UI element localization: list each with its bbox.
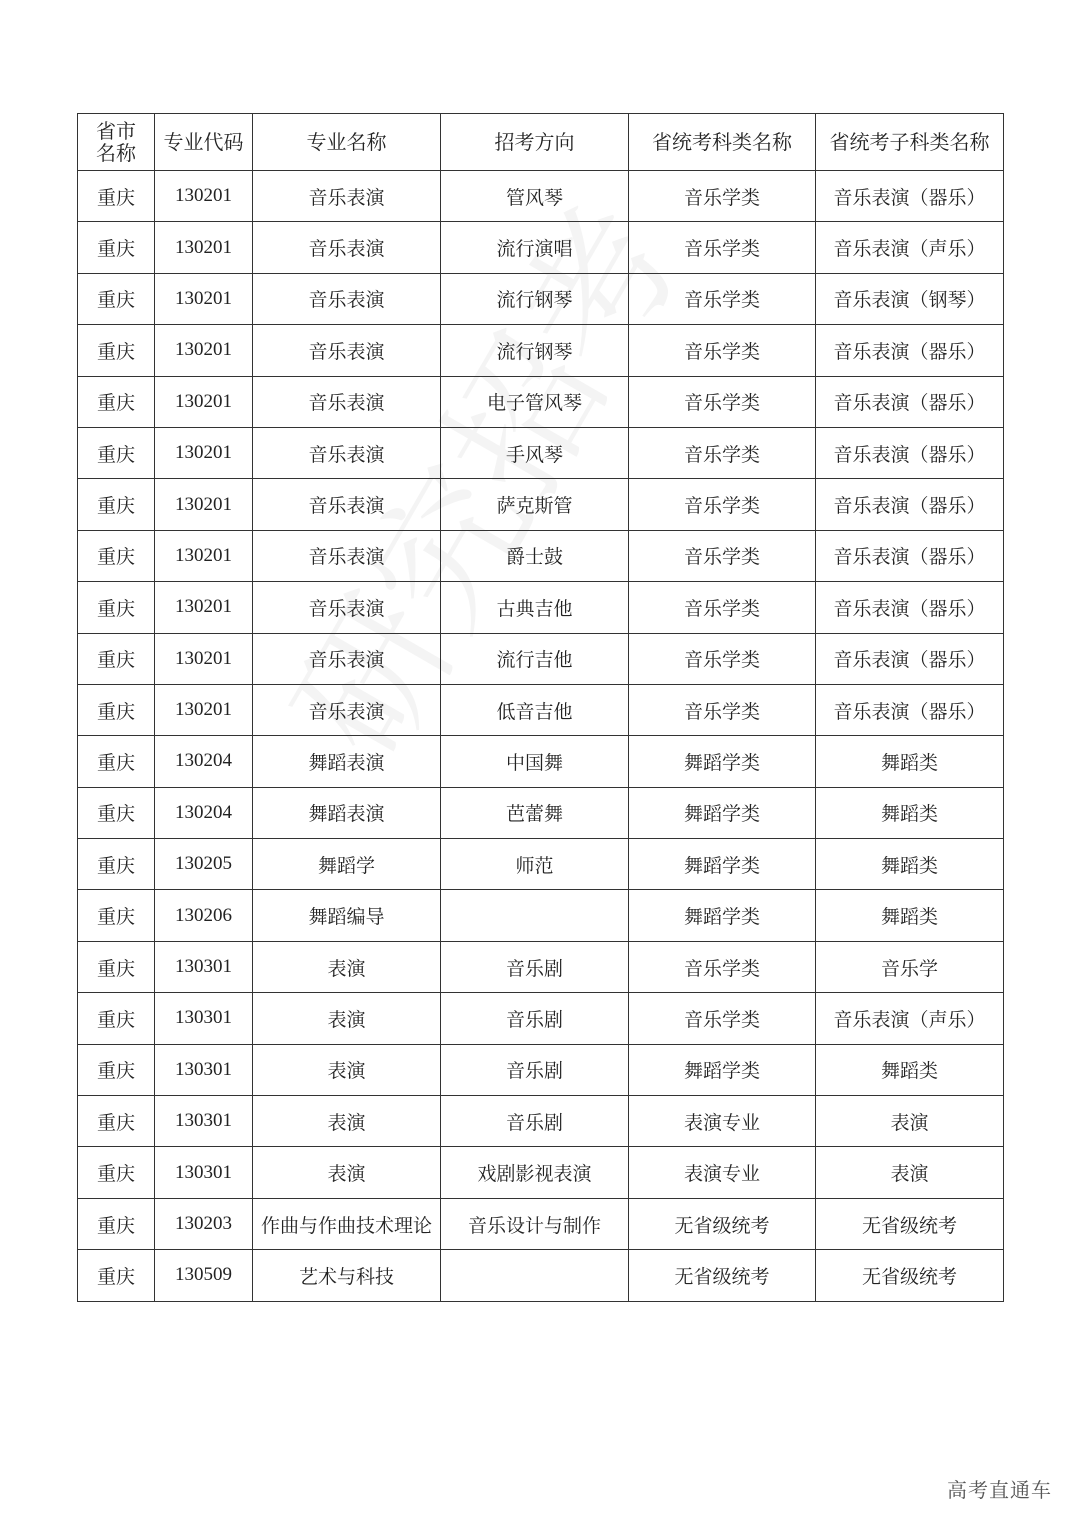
cell-code: 130205 [155,839,253,890]
cell-exam-category: 舞蹈学类 [629,1044,816,1095]
cell-exam-subcategory: 音乐表演（器乐） [816,325,1004,376]
table-row [78,427,1004,478]
cell-major: 音乐表演 [253,222,441,273]
cell-exam-category: 音乐学类 [629,222,816,273]
cell-code: 130509 [155,1250,253,1301]
cell-major: 表演 [253,1096,441,1147]
cell-province: 重庆 [78,582,155,633]
cell-exam-category: 音乐学类 [629,530,816,581]
cell-exam-category: 音乐学类 [629,633,816,684]
cell-exam-category: 音乐学类 [629,993,816,1044]
cell-exam-category: 舞蹈学类 [629,839,816,890]
header-major: 专业名称 [253,114,441,171]
cell-code: 130206 [155,890,253,941]
cell-direction [441,890,629,941]
table-header [78,114,1004,171]
cell-province: 重庆 [78,376,155,427]
cell-major: 音乐表演 [253,530,441,581]
cell-direction: 音乐剧 [441,1044,629,1095]
cell-exam-subcategory: 音乐表演（声乐） [816,993,1004,1044]
cell-exam-subcategory: 音乐表演（器乐） [816,582,1004,633]
cell-direction: 管风琴 [441,171,629,222]
cell-province: 重庆 [78,325,155,376]
cell-province: 重庆 [78,1198,155,1249]
cell-code: 130201 [155,325,253,376]
cell-code: 130201 [155,376,253,427]
cell-exam-category: 音乐学类 [629,427,816,478]
cell-exam-category: 舞蹈学类 [629,890,816,941]
header-exam-category: 省统考科类名称 [629,114,816,171]
cell-code: 130201 [155,171,253,222]
cell-exam-category: 舞蹈学类 [629,787,816,838]
table-row [78,273,1004,324]
cell-direction: 古典吉他 [441,582,629,633]
cell-exam-subcategory: 无省级统考 [816,1198,1004,1249]
cell-province: 重庆 [78,479,155,530]
cell-province: 重庆 [78,684,155,735]
table-row [78,582,1004,633]
cell-code: 130204 [155,736,253,787]
cell-province: 重庆 [78,890,155,941]
cell-province: 重庆 [78,222,155,273]
table-row [78,1096,1004,1147]
cell-exam-subcategory: 音乐学 [816,941,1004,992]
cell-direction: 戏剧影视表演 [441,1147,629,1198]
cell-province: 重庆 [78,1147,155,1198]
admission-table [77,113,1004,1302]
table-row [78,993,1004,1044]
cell-major: 音乐表演 [253,479,441,530]
cell-province: 重庆 [78,839,155,890]
table-row [78,684,1004,735]
cell-direction: 音乐剧 [441,993,629,1044]
cell-exam-category: 音乐学类 [629,941,816,992]
cell-exam-subcategory: 音乐表演（器乐） [816,479,1004,530]
table-row [78,633,1004,684]
table-row [78,787,1004,838]
cell-code: 130201 [155,479,253,530]
cell-direction: 低音吉他 [441,684,629,735]
cell-direction: 流行演唱 [441,222,629,273]
cell-code: 130301 [155,1096,253,1147]
table-row [78,530,1004,581]
cell-direction: 流行钢琴 [441,325,629,376]
cell-major: 舞蹈编导 [253,890,441,941]
cell-direction: 音乐设计与制作 [441,1198,629,1249]
cell-exam-category: 音乐学类 [629,479,816,530]
cell-code: 130201 [155,273,253,324]
cell-exam-category: 舞蹈学类 [629,736,816,787]
cell-province: 重庆 [78,993,155,1044]
cell-major: 音乐表演 [253,273,441,324]
cell-exam-subcategory: 表演 [816,1147,1004,1198]
cell-province: 重庆 [78,941,155,992]
header-exam-subcategory: 省统考子科类名称 [816,114,1004,171]
cell-major: 表演 [253,1044,441,1095]
table-row [78,1147,1004,1198]
cell-code: 130301 [155,1044,253,1095]
table-row [78,1250,1004,1301]
table-row [78,890,1004,941]
cell-direction [441,1250,629,1301]
cell-province: 重庆 [78,736,155,787]
cell-exam-subcategory: 音乐表演（器乐） [816,530,1004,581]
cell-code: 130203 [155,1198,253,1249]
cell-exam-category: 音乐学类 [629,684,816,735]
cell-major: 舞蹈表演 [253,736,441,787]
cell-major: 音乐表演 [253,427,441,478]
cell-major: 舞蹈学 [253,839,441,890]
cell-exam-category: 音乐学类 [629,325,816,376]
table-row [78,941,1004,992]
cell-exam-subcategory: 舞蹈类 [816,787,1004,838]
table-row [78,171,1004,222]
cell-exam-subcategory: 音乐表演（钢琴） [816,273,1004,324]
cell-province: 重庆 [78,427,155,478]
header-row [78,114,1004,171]
cell-exam-subcategory: 音乐表演（器乐） [816,684,1004,735]
cell-exam-subcategory: 舞蹈类 [816,890,1004,941]
header-code: 专业代码 [155,114,253,171]
cell-major: 艺术与科技 [253,1250,441,1301]
cell-direction: 爵士鼓 [441,530,629,581]
cell-exam-category: 音乐学类 [629,171,816,222]
table-body [78,171,1004,1302]
cell-major: 音乐表演 [253,376,441,427]
cell-major: 音乐表演 [253,633,441,684]
cell-exam-subcategory: 无省级统考 [816,1250,1004,1301]
cell-major: 音乐表演 [253,684,441,735]
table-row [78,376,1004,427]
cell-exam-category: 表演专业 [629,1096,816,1147]
cell-code: 130204 [155,787,253,838]
cell-code: 130301 [155,941,253,992]
cell-code: 130301 [155,993,253,1044]
cell-province: 重庆 [78,171,155,222]
cell-exam-category: 音乐学类 [629,582,816,633]
cell-province: 重庆 [78,530,155,581]
cell-direction: 音乐剧 [441,1096,629,1147]
cell-exam-subcategory: 舞蹈类 [816,736,1004,787]
header-direction: 招考方向 [441,114,629,171]
cell-exam-subcategory: 舞蹈类 [816,839,1004,890]
cell-exam-subcategory: 舞蹈类 [816,1044,1004,1095]
cell-exam-subcategory: 音乐表演（器乐） [816,427,1004,478]
cell-direction: 流行钢琴 [441,273,629,324]
cell-code: 130201 [155,684,253,735]
cell-code: 130201 [155,582,253,633]
cell-major: 表演 [253,1147,441,1198]
cell-major: 舞蹈表演 [253,787,441,838]
cell-exam-subcategory: 音乐表演（声乐） [816,222,1004,273]
cell-exam-category: 无省级统考 [629,1198,816,1249]
cell-direction: 流行吉他 [441,633,629,684]
cell-direction: 手风琴 [441,427,629,478]
table-row [78,736,1004,787]
cell-exam-category: 表演专业 [629,1147,816,1198]
cell-major: 音乐表演 [253,325,441,376]
cell-exam-category: 音乐学类 [629,273,816,324]
table-row [78,222,1004,273]
cell-province: 重庆 [78,1096,155,1147]
cell-code: 130201 [155,530,253,581]
cell-code: 130201 [155,427,253,478]
cell-exam-category: 音乐学类 [629,376,816,427]
cell-province: 重庆 [78,633,155,684]
cell-province: 重庆 [78,787,155,838]
cell-direction: 音乐剧 [441,941,629,992]
table-row [78,325,1004,376]
cell-direction: 中国舞 [441,736,629,787]
cell-direction: 萨克斯管 [441,479,629,530]
table-row [78,1198,1004,1249]
cell-province: 重庆 [78,1250,155,1301]
cell-exam-subcategory: 音乐表演（器乐） [816,633,1004,684]
cell-major: 音乐表演 [253,582,441,633]
cell-province: 重庆 [78,273,155,324]
cell-major: 作曲与作曲技术理论 [253,1198,441,1249]
table-row [78,839,1004,890]
cell-major: 表演 [253,941,441,992]
cell-code: 130301 [155,1147,253,1198]
cell-exam-subcategory: 音乐表演（器乐） [816,171,1004,222]
table-row [78,1044,1004,1095]
header-province: 省市名称 [78,114,155,171]
cell-code: 130201 [155,633,253,684]
cell-exam-category: 无省级统考 [629,1250,816,1301]
cell-exam-subcategory: 音乐表演（器乐） [816,376,1004,427]
cell-direction: 芭蕾舞 [441,787,629,838]
cell-direction: 电子管风琴 [441,376,629,427]
cell-direction: 师范 [441,839,629,890]
cell-province: 重庆 [78,1044,155,1095]
cell-major: 音乐表演 [253,171,441,222]
cell-major: 表演 [253,993,441,1044]
table-row [78,479,1004,530]
cell-exam-subcategory: 表演 [816,1096,1004,1147]
footer-brand: 高考直通车 [947,1478,1052,1502]
cell-code: 130201 [155,222,253,273]
